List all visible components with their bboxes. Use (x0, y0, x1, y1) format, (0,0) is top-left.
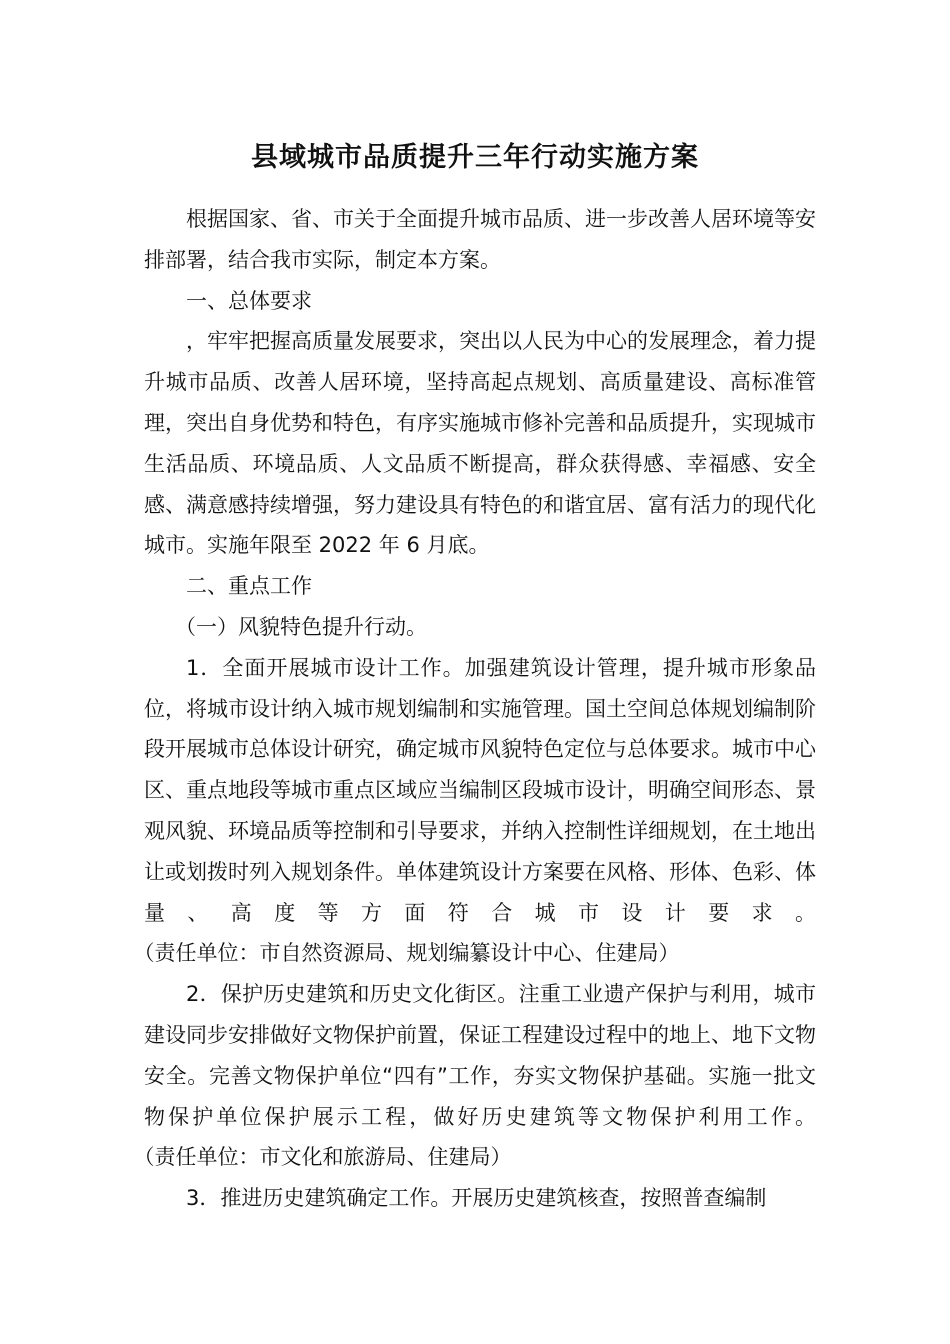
document-body (144, 199, 816, 1219)
item-1-text: 1．全面开展城市设计工作。加强建筑设计管理，提升城市形象品位，将城市设计纳入城市规划编制和实施管理。国土空间总体规划编制阶段开展城市总体设计研究，确定城市风貌特色定位与总体要求。城市中心区、重点地段等城市重点区域应当编制区段城市设计，明确空间形态、景观风貌、环境品质等控制和引导要求，并纳入控制性详细规划，在土地出让或划拨时列入规划条件。单体建筑设计方案要在风格、形体、色彩、体量、高度等方面符合城市设计要求。 (144, 655, 816, 925)
item-1-responsible-units: （责任单位：市自然资源局、规划编纂设计中心、住建局） (144, 941, 680, 966)
item-3-paragraph: 3．推进历史建筑确定工作。开展历史建筑核查，按照普查编制 (186, 1186, 767, 1211)
item-2-text: 2．保护历史建筑和历史文化街区。注重工业遗产保护与利用，城市建设同步安排做好文物保护前置，保证工程建设过程中的地上、地下文物安全。完善文物保护单位“四有”工作，夯实文物保护基础。实施一批文物保护单位保护展示工程，做好历史建筑等文物保护利用工作。 (144, 982, 816, 1129)
section-heading-general-requirements: 一、总体要求 (186, 288, 312, 313)
section-heading-key-work: 二、重点工作 (186, 574, 312, 599)
item-2-responsible-units: （责任单位：市文化和旅游局、住建局） (144, 1145, 512, 1170)
item-2-paragraph (144, 974, 816, 1178)
general-requirements-paragraph: ，牢牢把握高质量发展要求，突出以人民为中心的发展理念，着力提升城市品质、改善人居环境，坚持高起点规划、高质量建设、高标准管理，突出自身优势和特色，有序实施城市修补完善和品质提升，实现城市生活品质、环境品质、人文品质不断提高，群众获得感、幸福感、安全感、满意感持续增强，努力建设具有特色的和谐宜居、富有活力的现代化城市。实施年限至 2022 年 6 月底。 (144, 329, 816, 558)
item-1-paragraph (144, 648, 816, 974)
subsection-heading-style-upgrade: （一）风貌特色提升行动。 (175, 614, 427, 639)
document-title: 县域城市品质提升三年行动实施方案 (251, 142, 699, 173)
intro-paragraph: 根据国家、省、市关于全面提升城市品质、进一步改善人居环境等安排部署，结合我市实际，制定本方案。 (144, 207, 816, 272)
